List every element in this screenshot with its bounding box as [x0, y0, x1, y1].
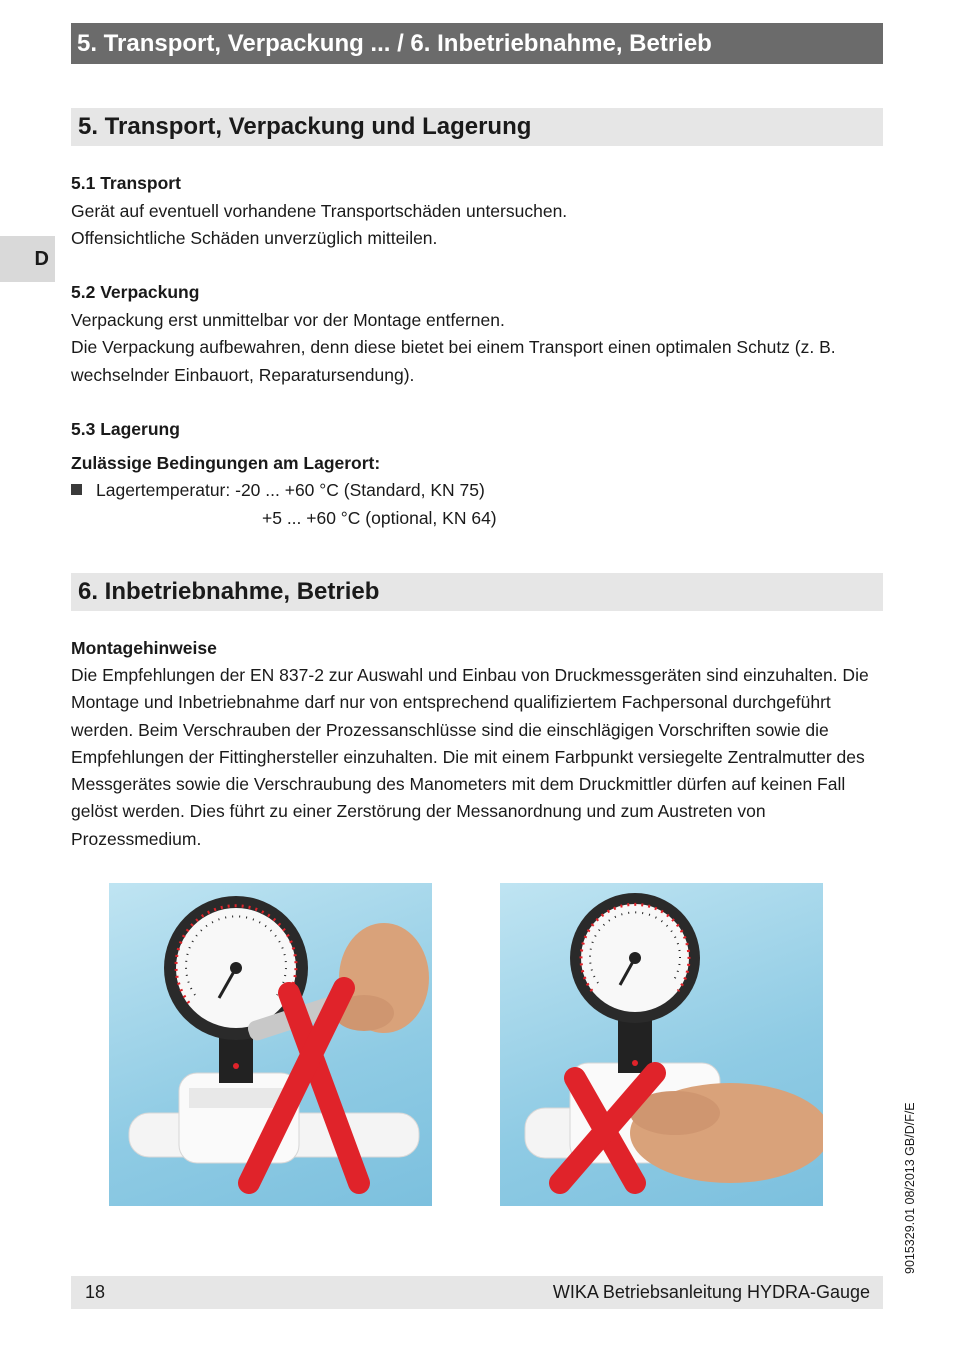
document-reference [898, 1062, 922, 1274]
transport-subheading: 5.1 Transport [71, 173, 181, 193]
section-6-heading-text: 6. Inbetriebnahme, Betrieb [78, 578, 380, 605]
hand-on-fitting-illustration [500, 883, 823, 1206]
mounting-subheading: Montagehinweise [71, 638, 217, 658]
footer-title: WIKA Betriebsanleitung HYDRA-Gauge [552, 1282, 870, 1302]
section-5-heading [71, 108, 883, 146]
section-5-heading-text: 5. Transport, Verpackung und Lagerung [78, 113, 532, 140]
packaging-line-1: Verpackung erst unmittelbar vor der Montage entfernen. [71, 310, 505, 330]
transport-text [71, 198, 886, 253]
storage-temperature-value-2: +5 ... +60 °C (optional, KN 64) [262, 508, 497, 528]
transport-line-2: Offensichtliche Schäden unverzüglich mitteilen. [71, 228, 438, 249]
page-footer [71, 1276, 883, 1309]
packaging-text [71, 307, 886, 389]
storage-temperature-optional [262, 505, 497, 533]
wrench-on-gauge-illustration [109, 883, 432, 1206]
packaging-subheading: 5.2 Verpackung [71, 282, 200, 302]
mounting-paragraph: Die Empfehlungen der EN 837-2 zur Auswahl und Einbau von Druckmessgeräten sind einzuhalten. Die Montage und Inbetriebnahme darf nur von entsprechend qualifiziertem Fachpersonal durchgeführt werden. Beim Verschrauben der Prozessanschlüsse sind die einschlägigen Vorschriften sowie die Empfehlungen der Fittinghersteller einzuhalten. Die mit einem Farbpunkt versiegelte Zentralmutter des Messgerätes sowie die Verschraubung des Manometers mit dem Druckmittler dürfen auf keinen Fall gelöst werden. Dies führt zu einer Zerstörung der Messanordnung und zum Austreten von Prozessmedium. [71, 665, 869, 849]
storage-temperature-value-1: -20 ... +60 °C (Standard, KN 75) [235, 480, 485, 500]
language-tab [0, 236, 55, 282]
storage-subheading: 5.3 Lagerung [71, 419, 180, 439]
transport-line-1: Gerät auf eventuell vorhandene Transportschäden untersuchen. [71, 201, 568, 221]
document-reference-text: 9015329.01 08/2013 GB/D/F/E [903, 1102, 917, 1274]
storage-temperature-bullet [71, 477, 485, 505]
storage-conditions-title: Zulässige Bedingungen am Lagerort: [71, 453, 381, 473]
page-number: 18 [85, 1282, 106, 1302]
bullet-square-icon [71, 484, 82, 495]
packaging-line-2: Die Verpackung aufbewahren, denn diese bietet bei einem Transport einen optimalen Schutz (z. B. wechselnder Einbauort, Reparatursendung). [71, 337, 836, 385]
photo-hand-on-fitting [500, 883, 823, 1206]
language-tab-label: D [34, 248, 49, 270]
storage-temperature-label: Lagertemperatur: [96, 480, 231, 500]
mounting-text [71, 662, 886, 853]
page-header-title: 5. Transport, Verpackung ... / 6. Inbetriebnahme, Betrieb [77, 30, 712, 57]
section-6-heading [71, 573, 883, 611]
page-header [71, 23, 883, 64]
photo-wrench-on-gauge [109, 883, 432, 1206]
